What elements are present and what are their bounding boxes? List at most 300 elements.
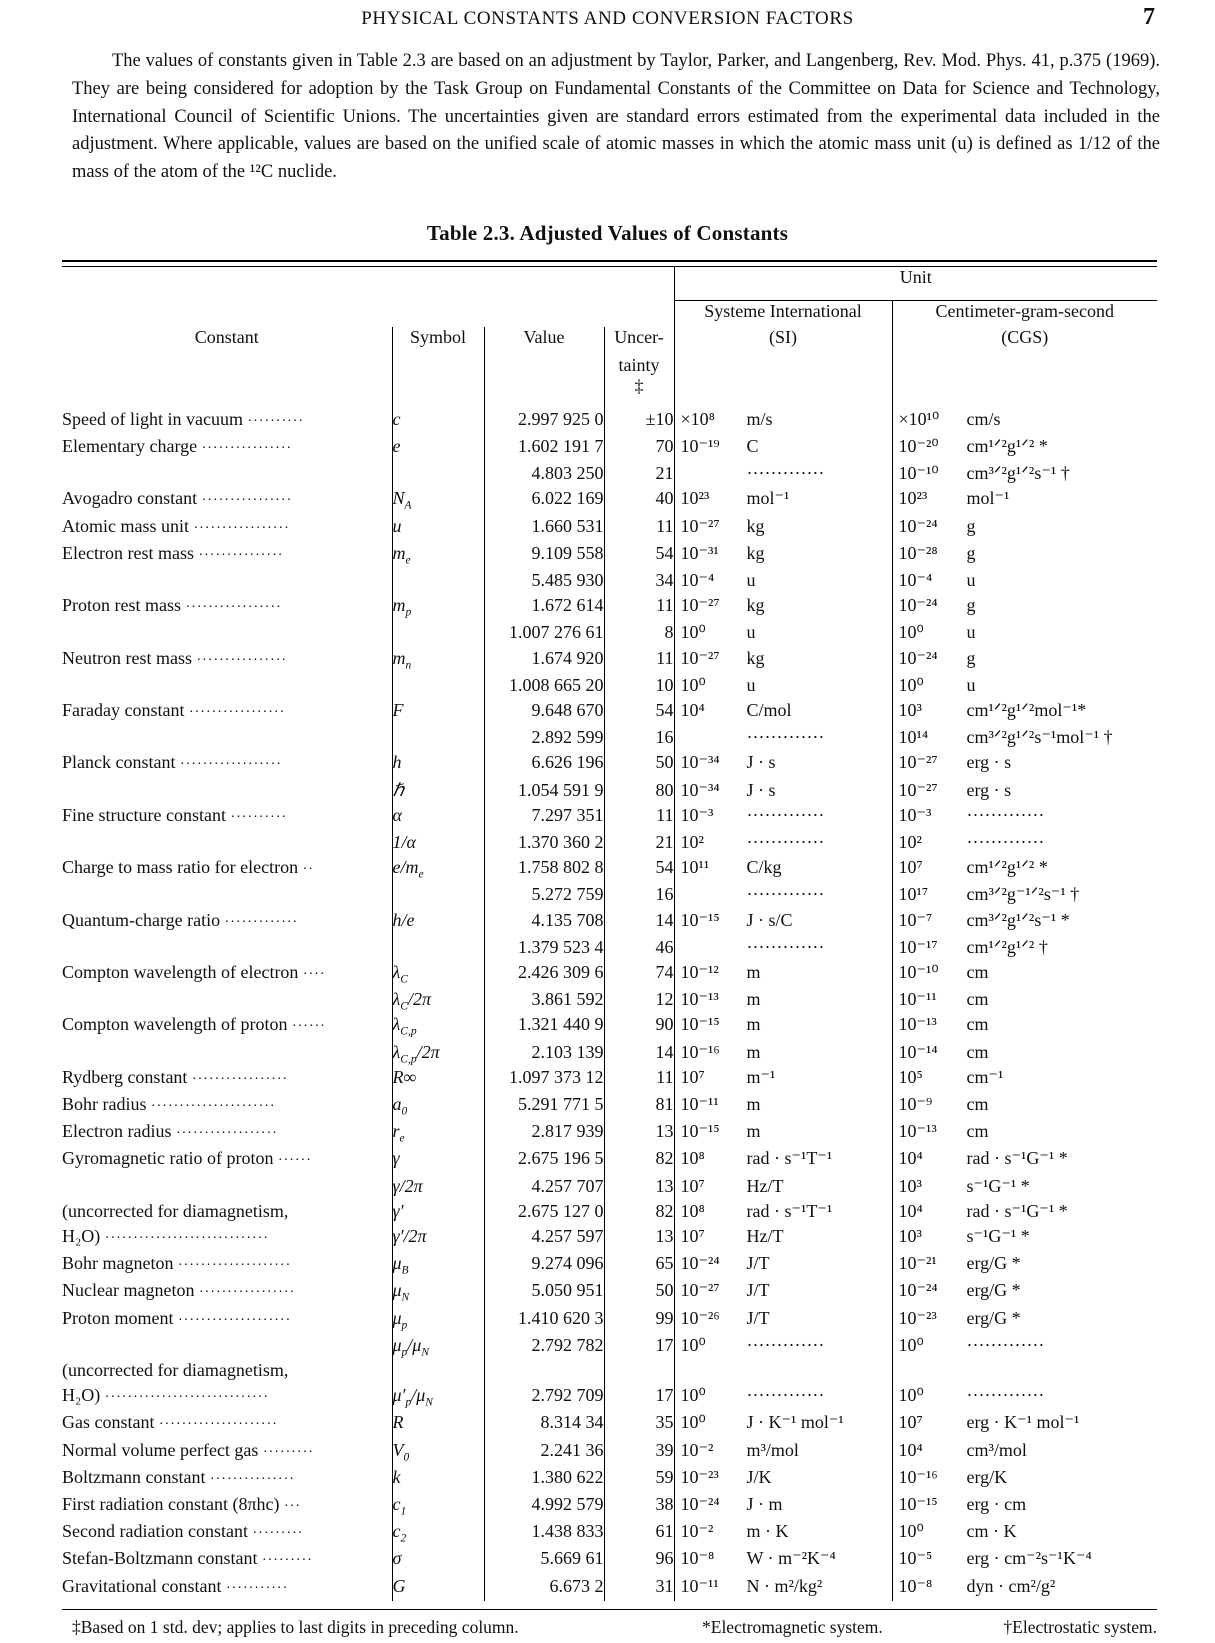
cgs-unit <box>955 1360 967 1380</box>
si-power: 10⁻²⁶ <box>680 1307 720 1328</box>
cell-constant <box>62 1251 392 1278</box>
cgs-unit: cm <box>966 989 989 1010</box>
cell-cgs <box>892 1574 1157 1601</box>
cell-uncertainty: 54 <box>604 698 674 725</box>
si-unit: kg <box>746 542 765 563</box>
cell-constant <box>62 987 392 1012</box>
si-power: 10⁻¹¹ <box>680 1575 719 1596</box>
cell-value: 2.675 127 0 <box>484 1199 604 1224</box>
cell-value: 2.792 709 <box>484 1383 604 1410</box>
cell-value: 5.485 930 <box>484 568 604 593</box>
cell-si <box>674 830 892 855</box>
constant-name: Proton moment <box>62 1307 174 1328</box>
cell-constant <box>62 1119 392 1146</box>
cell-constant <box>62 778 392 803</box>
si-unit: mol⁻¹ <box>746 488 790 509</box>
si-unit: ············· <box>746 804 825 825</box>
cell-constant <box>62 1146 392 1173</box>
cell-constant <box>62 1092 392 1119</box>
cell-constant <box>62 593 392 620</box>
table-row <box>62 646 1157 673</box>
leader-dots: ·· <box>302 862 314 878</box>
cell-cgs <box>892 461 1157 486</box>
si-unit: m <box>746 962 761 983</box>
cgs-unit: cm <box>966 1041 989 1062</box>
cell-symbol: u <box>392 514 484 541</box>
cell-si <box>674 1383 892 1410</box>
table-row <box>62 1519 1157 1546</box>
cell-uncertainty: 13 <box>604 1224 674 1251</box>
si-power: 10⁻² <box>680 1439 714 1460</box>
cell-cgs <box>892 830 1157 855</box>
cell-cgs <box>892 673 1157 698</box>
leader-dots: ········· <box>262 1444 314 1460</box>
si-power: 10⁻²⁷ <box>680 595 720 616</box>
cell-value: 4.992 579 <box>484 1492 604 1519</box>
cell-value: 3.861 592 <box>484 987 604 1012</box>
cell-uncertainty: 14 <box>604 1040 674 1065</box>
cell-value: 1.674 920 <box>484 646 604 673</box>
table-row <box>62 908 1157 935</box>
si-unit: ············· <box>746 1385 825 1406</box>
cell-symbol: $\mu_B$ <box>392 1251 484 1278</box>
si-unit: J · K⁻¹ mol⁻¹ <box>746 1412 844 1433</box>
cgs-unit: cm³/mol <box>966 1439 1027 1460</box>
table-row <box>62 1040 1157 1065</box>
cgs-power: 10⁻¹⁵ <box>898 1494 938 1515</box>
si-power: 10⁻¹³ <box>680 989 719 1010</box>
cell-cgs <box>892 1383 1157 1410</box>
cell-constant <box>62 908 392 935</box>
cgs-power: 10⁻²⁸ <box>898 542 938 563</box>
footnote-uncertainty: ‡Based on 1 std. dev; applies to last digits in preceding column. <box>72 1616 519 1637</box>
cell-symbol: e <box>392 434 484 461</box>
cell-constant <box>62 541 392 568</box>
table-row <box>62 882 1157 907</box>
si-power: 10⁻¹⁵ <box>680 1121 720 1142</box>
cgs-unit: erg/G * <box>966 1280 1021 1301</box>
table-row <box>62 935 1157 960</box>
cell-cgs <box>892 698 1157 725</box>
cell-constant <box>62 750 392 777</box>
cgs-power: 10⁻¹⁷ <box>898 936 938 957</box>
si-unit: J · s/C <box>746 909 793 930</box>
si-unit: ············· <box>746 727 825 748</box>
si-unit: kg <box>746 595 765 616</box>
table-row <box>62 486 1157 513</box>
cgs-power: 10⁻²⁴ <box>898 595 938 616</box>
si-unit: ············· <box>746 936 825 957</box>
cell-cgs <box>892 1278 1157 1305</box>
constant-name: H₂O) <box>62 1385 101 1406</box>
cgs-unit: cm <box>966 1014 989 1035</box>
cgs-unit: cm¹ᐟ²g¹ᐟ² † <box>966 936 1048 957</box>
cell-cgs <box>892 514 1157 541</box>
si-unit: ············· <box>746 463 825 484</box>
table-row <box>62 673 1157 698</box>
cell-constant <box>62 568 392 593</box>
cgs-unit: ············· <box>966 832 1045 852</box>
cell-si <box>674 541 892 568</box>
table-gap-row <box>62 397 1157 407</box>
cell-cgs <box>892 778 1157 803</box>
running-head-title: PHYSICAL CONSTANTS AND CONVERSION FACTORS <box>361 8 854 29</box>
si-unit: m³/mol <box>746 1439 799 1460</box>
table-row <box>62 620 1157 645</box>
table-header-row-main <box>62 327 1157 355</box>
cell-cgs <box>892 1333 1157 1358</box>
cell-constant <box>62 1040 392 1065</box>
si-power: 10⁸ <box>680 1148 705 1169</box>
leader-dots: ············· <box>224 914 299 930</box>
cell-uncertainty: 11 <box>604 593 674 620</box>
cell-cgs <box>892 1251 1157 1278</box>
cell-si <box>674 855 892 882</box>
cell-constant <box>62 434 392 461</box>
cgs-unit: u <box>966 674 976 695</box>
cell-si <box>674 514 892 541</box>
cell-cgs <box>892 1358 1157 1383</box>
table-row <box>62 960 1157 987</box>
cell-cgs <box>892 1465 1157 1492</box>
cell-uncertainty: 8 <box>604 620 674 645</box>
cgs-power: 10⁻²³ <box>898 1307 937 1328</box>
cell-constant <box>62 1519 392 1546</box>
cell-value: 1.380 622 <box>484 1465 604 1492</box>
header-constant: Constant <box>194 326 259 347</box>
cell-uncertainty: 21 <box>604 461 674 486</box>
si-unit: ············· <box>746 832 825 852</box>
table-row <box>62 434 1157 461</box>
cgs-power: 10⁵ <box>898 1066 923 1087</box>
cell-si <box>674 461 892 486</box>
table-row <box>62 1358 1157 1383</box>
si-unit: J · s <box>746 752 776 773</box>
cell-constant <box>62 1438 392 1465</box>
cell-value: 1.438 833 <box>484 1519 604 1546</box>
cgs-power: 10⁻²⁰ <box>898 435 939 456</box>
cgs-unit: g <box>966 647 976 668</box>
table-row <box>62 1199 1157 1224</box>
si-power: ×10⁸ <box>680 408 715 429</box>
cell-cgs <box>892 1438 1157 1465</box>
cell-uncertainty: 50 <box>604 1278 674 1305</box>
cell-symbol <box>392 725 484 750</box>
table-caption: Table 2.3. Adjusted Values of Constants <box>426 220 789 245</box>
constant-name: Boltzmann constant <box>62 1466 206 1487</box>
cell-cgs <box>892 987 1157 1012</box>
cgs-power: 10⁴ <box>898 1148 923 1169</box>
cell-constant <box>62 1306 392 1333</box>
si-power: 10⁰ <box>680 674 706 695</box>
si-unit: u <box>746 622 756 643</box>
si-power: 10⁻¹² <box>680 962 719 983</box>
cell-cgs <box>892 568 1157 593</box>
cell-si <box>674 1065 892 1092</box>
cgs-unit: g <box>966 542 976 563</box>
cell-si <box>674 1519 892 1546</box>
constant-name: Gas constant <box>62 1412 155 1433</box>
cell-si <box>674 1224 892 1251</box>
cgs-power: 10⁻¹¹ <box>898 989 937 1010</box>
cell-uncertainty: 11 <box>604 1065 674 1092</box>
si-unit: Hz/T <box>746 1175 784 1196</box>
cgs-power: 10⁻²⁷ <box>898 752 938 773</box>
cell-constant <box>62 1383 392 1410</box>
cell-constant <box>62 1410 392 1437</box>
cell-si <box>674 908 892 935</box>
cgs-unit: erg · s <box>966 752 1012 773</box>
cell-constant <box>62 1012 392 1039</box>
cell-value: 2.792 782 <box>484 1333 604 1358</box>
cgs-power: 10⁻²⁴ <box>898 1280 938 1301</box>
cell-si <box>674 1333 892 1358</box>
table-header-row-unit <box>62 267 1157 301</box>
cgs-power: 10⁻⁸ <box>898 1575 933 1596</box>
cell-si <box>674 434 892 461</box>
cgs-unit: cm¹ᐟ²g¹ᐟ² * <box>966 435 1048 456</box>
cell-value: 1.370 360 2 <box>484 830 604 855</box>
table-row <box>62 407 1157 434</box>
si-power: 10² <box>680 832 704 852</box>
si-unit: m⁻¹ <box>746 1066 776 1087</box>
cell-si <box>674 593 892 620</box>
cell-uncertainty: 82 <box>604 1146 674 1173</box>
constant-name: Charge to mass ratio for electron <box>62 857 299 878</box>
cell-uncertainty: 54 <box>604 855 674 882</box>
constant-name: Electron rest mass <box>62 542 194 563</box>
cgs-power: 10⁻²⁴ <box>898 647 938 668</box>
cell-uncertainty: 81 <box>604 1092 674 1119</box>
table-row <box>62 750 1157 777</box>
cell-value: 1.097 373 12 <box>484 1065 604 1092</box>
cell-constant <box>62 1465 392 1492</box>
cell-constant <box>62 1224 392 1251</box>
cgs-unit: erg/G * <box>966 1307 1021 1328</box>
cell-value: 9.648 670 <box>484 698 604 725</box>
cell-symbol <box>392 673 484 698</box>
cell-cgs <box>892 486 1157 513</box>
cell-constant <box>62 646 392 673</box>
header-cgs-2: (CGS) <box>892 327 1157 355</box>
cell-constant <box>62 960 392 987</box>
si-unit: J/T <box>746 1307 770 1328</box>
cell-uncertainty: 13 <box>604 1174 674 1199</box>
si-unit: N · m²/kg² <box>746 1575 823 1596</box>
table-header-row-main2 <box>62 355 1157 397</box>
cgs-unit: cm¹ᐟ²g¹ᐟ²mol⁻¹* <box>966 699 1087 720</box>
si-power: 10⁻⁸ <box>680 1548 715 1569</box>
cell-cgs <box>892 908 1157 935</box>
table-row <box>62 1146 1157 1173</box>
constant-name: Avogadro constant <box>62 488 198 509</box>
cell-cgs <box>892 541 1157 568</box>
cell-symbol: h <box>392 750 484 777</box>
cell-value: 1.321 440 9 <box>484 1012 604 1039</box>
cell-value: 4.135 708 <box>484 908 604 935</box>
cell-si <box>674 1278 892 1305</box>
si-unit: C <box>746 435 759 456</box>
cell-symbol: $e/m_e$ <box>392 855 484 882</box>
table-row <box>62 778 1157 803</box>
leader-dots: ················ <box>196 652 288 668</box>
leader-dots: ·········· <box>230 809 288 825</box>
cell-uncertainty: 39 <box>604 1438 674 1465</box>
si-power: 10⁻⁴ <box>680 569 715 590</box>
table-row <box>62 1065 1157 1092</box>
cell-symbol: $\mu_p$ <box>392 1306 484 1333</box>
cell-si <box>674 1146 892 1173</box>
cell-symbol: $\mu'_p/\mu_N$ <box>392 1383 484 1410</box>
cgs-power: 10⁻²⁷ <box>898 779 938 800</box>
constant-name: Nuclear magneton <box>62 1280 195 1301</box>
cell-symbol: α <box>392 803 484 830</box>
cell-symbol <box>392 461 484 486</box>
cell-uncertainty: 11 <box>604 646 674 673</box>
cell-uncertainty: 80 <box>604 778 674 803</box>
cell-symbol: $a_0$ <box>392 1092 484 1119</box>
cgs-unit: cm · K <box>966 1521 1017 1542</box>
table-top-rule <box>62 260 1157 267</box>
leader-dots: ················· <box>188 704 286 720</box>
cell-symbol: F <box>392 698 484 725</box>
si-unit: ············· <box>746 1334 825 1355</box>
cell-cgs <box>892 1519 1157 1546</box>
cell-constant <box>62 514 392 541</box>
table-row <box>62 1012 1157 1039</box>
cell-value: 2.426 309 6 <box>484 960 604 987</box>
cell-uncertainty: 61 <box>604 1519 674 1546</box>
constant-name: Quantum-charge ratio <box>62 909 221 930</box>
cell-uncertainty: 11 <box>604 803 674 830</box>
table-row <box>62 541 1157 568</box>
cgs-power: 10² <box>898 832 922 852</box>
cell-si <box>674 882 892 907</box>
cell-uncertainty: 17 <box>604 1333 674 1358</box>
cell-si <box>674 1574 892 1601</box>
table-header <box>62 267 1157 397</box>
constant-name: Gyromagnetic ratio of proton <box>62 1148 274 1169</box>
cell-si <box>674 1199 892 1224</box>
constant-name: Fine structure constant <box>62 804 226 825</box>
cell-symbol: $\lambda_C$ <box>392 960 484 987</box>
cell-value: 1.660 531 <box>484 514 604 541</box>
cell-constant <box>62 673 392 698</box>
constant-name: (uncorrected for diamagnetism, <box>62 1360 289 1381</box>
cell-value: 1.602 191 7 <box>484 434 604 461</box>
cell-si <box>674 568 892 593</box>
si-power: 10⁻¹⁵ <box>680 1014 720 1035</box>
constant-name: Compton wavelength of electron <box>62 962 299 983</box>
footnotes <box>62 1609 1157 1643</box>
cell-symbol <box>392 882 484 907</box>
si-unit: kg <box>746 515 765 536</box>
cell-symbol: γ′ <box>392 1199 484 1224</box>
constants-table <box>62 267 1157 1601</box>
cell-uncertainty: 50 <box>604 750 674 777</box>
cell-uncertainty: 99 <box>604 1306 674 1333</box>
cell-symbol <box>392 620 484 645</box>
si-power: 10⁻³⁴ <box>680 779 720 800</box>
si-unit: kg <box>746 647 765 668</box>
cell-uncertainty: 40 <box>604 486 674 513</box>
table-row <box>62 1174 1157 1199</box>
cell-symbol: k <box>392 1465 484 1492</box>
cell-cgs <box>892 1012 1157 1039</box>
leader-dots: ····················· <box>158 1417 278 1433</box>
si-unit: rad · s⁻¹T⁻¹ <box>746 1200 833 1221</box>
cgs-power: 10⁻¹³ <box>898 1014 937 1035</box>
si-power: 10⁰ <box>680 1412 706 1433</box>
table-row <box>62 1278 1157 1305</box>
cell-constant <box>62 1492 392 1519</box>
cell-symbol <box>392 568 484 593</box>
cell-constant <box>62 461 392 486</box>
cell-cgs <box>892 1410 1157 1437</box>
cell-uncertainty: 59 <box>604 1465 674 1492</box>
si-unit: m <box>746 1121 761 1142</box>
si-power: 10⁻¹⁶ <box>680 1041 720 1062</box>
cgs-unit: cm³ᐟ²g¹ᐟ²s⁻¹mol⁻¹ † <box>966 727 1113 748</box>
cell-cgs <box>892 1119 1157 1146</box>
leader-dots: ···· <box>302 967 326 983</box>
cell-value: 1.007 276 61 <box>484 620 604 645</box>
cell-uncertainty: 74 <box>604 960 674 987</box>
cell-value: 2.241 36 <box>484 1438 604 1465</box>
running-head <box>60 4 1155 34</box>
cell-symbol: R <box>392 1410 484 1437</box>
cell-constant <box>62 1574 392 1601</box>
cell-uncertainty: 10 <box>604 673 674 698</box>
cell-value: 4.257 597 <box>484 1224 604 1251</box>
cgs-unit: u <box>966 569 976 590</box>
table-body <box>62 397 1157 1601</box>
intro-paragraph: The values of constants given in Table 2.3 are based on an adjustment by Taylor, Parker, and Langenberg, Rev. Mod. Phys. 41, p.375 (1969). They are being considered for adoption by the Task Group on Fundamental Constants of the Committee on Data for Science and Technology, International Council of Scientific Unions. The uncertainties given are standard errors estimated from the experimental data included in the adjustment. Where applicable, values are based on the unified scale of atomic masses in which the atomic mass unit (u) is defined as 1/12 of the mass of the atom of the ¹²C nuclide. <box>72 51 1160 182</box>
constant-name: Planck constant <box>62 752 176 773</box>
cell-si <box>674 1040 892 1065</box>
cell-value: 2.997 925 0 <box>484 407 604 434</box>
cgs-power: 10⁰ <box>898 1334 924 1355</box>
cgs-power: 10⁻²¹ <box>898 1253 937 1274</box>
cgs-power: 10³ <box>898 1226 922 1247</box>
cgs-unit: cm³ᐟ²g¹ᐟ²s⁻¹ † <box>966 463 1070 484</box>
leader-dots: ········· <box>252 1526 304 1542</box>
leader-dots: ················ <box>201 493 293 509</box>
cell-cgs <box>892 1146 1157 1173</box>
cgs-power: 10⁻¹⁴ <box>898 1041 938 1062</box>
cell-symbol: R∞ <box>392 1065 484 1092</box>
cell-value: 6.673 2 <box>484 1574 604 1601</box>
si-power: 10⁻²⁷ <box>680 1280 720 1301</box>
cgs-unit: mol⁻¹ <box>966 488 1010 509</box>
leader-dots: ················· <box>191 1071 289 1087</box>
cell-constant <box>62 620 392 645</box>
cgs-unit: rad · s⁻¹G⁻¹ * <box>966 1148 1068 1169</box>
si-power: 10⁰ <box>680 1334 706 1355</box>
si-unit: m <box>746 1094 761 1115</box>
table-row <box>62 1306 1157 1333</box>
cgs-power: ×10¹⁰ <box>898 408 940 429</box>
cell-cgs <box>892 1306 1157 1333</box>
leader-dots: ··············· <box>198 547 284 563</box>
cgs-unit: erg/G * <box>966 1253 1021 1274</box>
cell-symbol: $r_e$ <box>392 1119 484 1146</box>
header-uncertainty-word: tainty <box>618 354 660 375</box>
cell-uncertainty: 31 <box>604 1574 674 1601</box>
cgs-power: 10⁻⁷ <box>898 909 933 930</box>
si-power: 10⁻² <box>680 1521 714 1542</box>
cell-cgs <box>892 1199 1157 1224</box>
